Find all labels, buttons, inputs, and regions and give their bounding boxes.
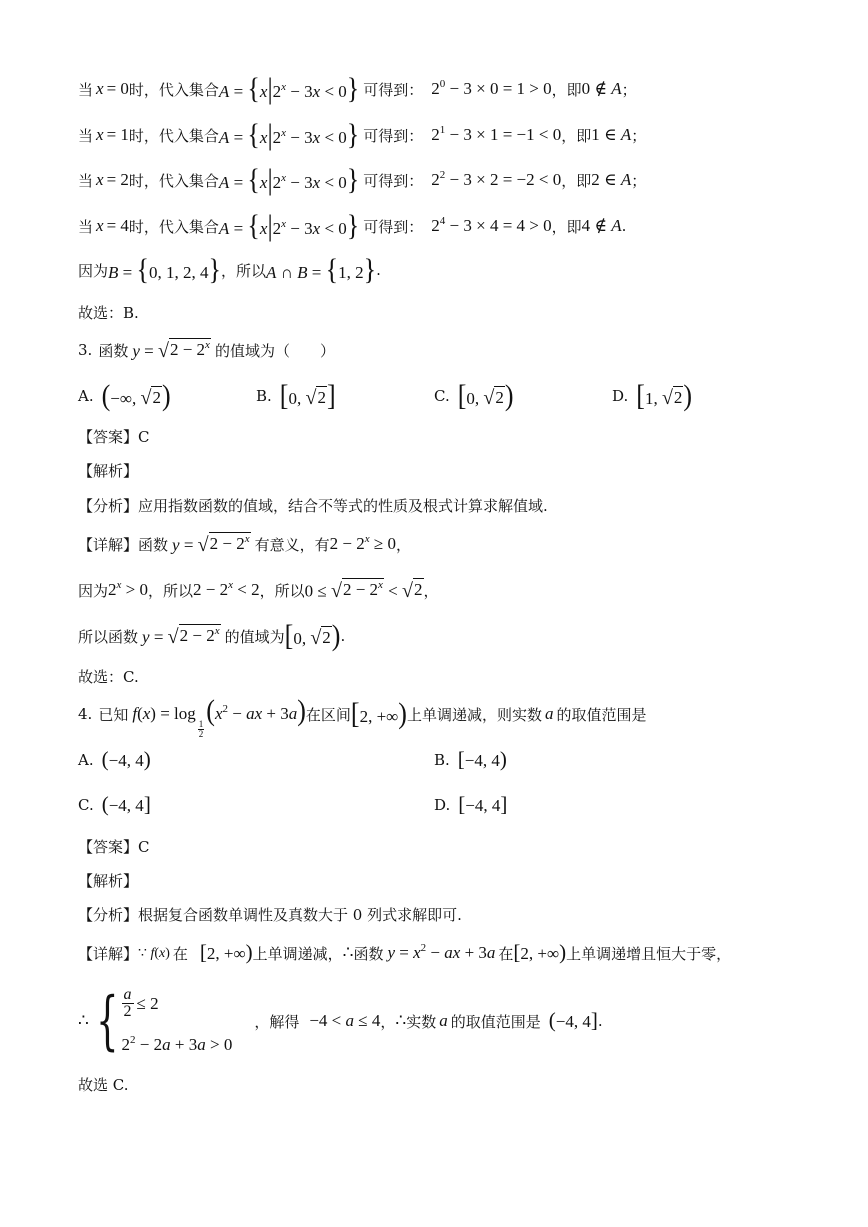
text: . xyxy=(597,1012,603,1030)
math: y = √ $2 - 2^x$ xyxy=(142,625,220,648)
math: x xyxy=(96,79,104,98)
text: 函数 xyxy=(98,341,129,360)
question-4 xyxy=(78,693,647,739)
math: $2^4 - 3 \times 4 = 4 > 0$ xyxy=(431,215,552,235)
math: A ∩ B = {1, 2} xyxy=(265,252,377,287)
q3-option-b xyxy=(256,380,336,412)
text: ； xyxy=(631,126,647,145)
math: ∴ xyxy=(78,1011,89,1030)
option-label: C. xyxy=(434,387,450,405)
line-x2: 当 x = 2 时，代入集合 $A = \{x|2^x - 3x < 0\}$ 可得到： $2^2 - 3 \times 2 = -2 < 0$ ，即 2 ∈ A ； xyxy=(78,162,647,197)
line-x4: 当 x = 4 时，代入集合 $A = \{x|2^x - 3x < 0\}$ 可得到： $2^4 - 3 \times 4 = 4 > 0$ ，即 4 ∉ A . xyxy=(78,208,627,243)
text: ，即 xyxy=(561,171,592,190)
q4-choose xyxy=(78,1068,128,1100)
math: a xyxy=(544,704,554,723)
math: (−∞, √ 2 ) xyxy=(101,378,171,413)
math: (−4, 4) xyxy=(101,747,151,771)
math: [1, √ 2 ) xyxy=(636,378,693,413)
text: 上单调递减，则实数 xyxy=(406,705,542,724)
text: 当 xyxy=(78,80,94,99)
math: −4 < a ≤ 4 xyxy=(309,1011,381,1030)
text: ，即 xyxy=(561,126,592,145)
math: [2, +∞) xyxy=(199,940,253,964)
math: ∴ xyxy=(395,1011,407,1030)
text: 函数 xyxy=(138,535,169,554)
text: 可得到： xyxy=(363,217,424,236)
text: ，所以 xyxy=(259,581,305,600)
math: x xyxy=(96,125,104,144)
option-label: A. xyxy=(78,387,94,405)
math: [0, √ 2 ) xyxy=(457,378,514,413)
text: 因为 xyxy=(78,581,109,600)
text: 可得到： xyxy=(363,126,424,145)
math-set-A: $A = \{x|2^x - 3x < 0\}$ xyxy=(218,162,360,197)
q4-answer xyxy=(78,830,149,862)
math: $2^0 - 3 \times 0 = 1 > 0$ xyxy=(431,78,552,98)
text: ，即 xyxy=(551,80,582,99)
text: 的值域为 xyxy=(224,627,285,646)
math: y = √ $2 - 2^x$ xyxy=(132,339,210,362)
math: ∴ xyxy=(342,943,354,962)
text: 当 xyxy=(78,217,94,236)
q3-because xyxy=(78,574,439,606)
math: x xyxy=(96,170,104,189)
option-label: B. xyxy=(256,387,272,405)
text: 在 xyxy=(172,944,188,963)
text: 当 xyxy=(78,126,94,145)
text: 实数 xyxy=(406,1012,437,1031)
text: 可得到： xyxy=(363,171,424,190)
math: B = {0, 1, 2, 4} xyxy=(108,252,221,287)
math: [−4, 4) xyxy=(457,747,507,771)
text: 时，代入集合 xyxy=(128,126,219,145)
text: 因为 xyxy=(78,261,109,280)
math: $2^x > 0$ xyxy=(108,579,148,599)
system-row-2: $2^2 - 2a + 3a > 0$ xyxy=(121,1034,233,1054)
q3-jiexi xyxy=(78,454,138,486)
math: 1 ∈ A xyxy=(591,125,632,144)
math-set-A: $A = \{x|2^x - 3x < 0\}$ xyxy=(218,208,360,243)
math: 0 ≤ √ $2 - 2^x$ < √ 2 xyxy=(304,579,423,602)
text: 可得到： xyxy=(363,80,424,99)
math: [−4, 4] xyxy=(458,792,508,816)
math: 0 ∉ A xyxy=(581,79,622,98)
text: 上单调递增且恒大于零， xyxy=(566,944,732,963)
text: 【答案】C xyxy=(78,837,150,856)
text: 所以函数 xyxy=(78,627,139,646)
text: 函数 xyxy=(353,944,384,963)
text: 故选 C. xyxy=(78,1075,129,1094)
text: 【分析】应用指数函数的值域，结合不等式的性质及根式计算求解值域. xyxy=(78,496,548,515)
math: y = √ $2 - 2^x$ xyxy=(172,533,250,556)
choose-b xyxy=(78,296,139,328)
text: . xyxy=(376,261,381,279)
text: . xyxy=(340,627,346,645)
q3-detail xyxy=(78,528,411,560)
text: 【详解】 xyxy=(78,944,139,963)
option-label: B. xyxy=(434,751,450,769)
q4-detail xyxy=(78,937,731,969)
q3-so xyxy=(78,620,345,652)
text: 时，代入集合 xyxy=(128,80,219,99)
text: 【分析】根据复合函数单调性及真数大于 0 列式求解即可. xyxy=(78,905,462,924)
math: [2, +∞) xyxy=(513,940,567,964)
q4-jiexi xyxy=(78,864,138,896)
text: ，所以 xyxy=(148,581,194,600)
text: 已知 xyxy=(98,705,129,724)
q4-option-a xyxy=(78,744,151,776)
math: (−4, 4] xyxy=(548,1008,598,1032)
line-b-set xyxy=(78,254,381,286)
system-row-1: $\frac{a}{2}$ ≤ 2 xyxy=(123,986,159,1020)
text: 【答案】C xyxy=(78,427,150,446)
text: ， xyxy=(380,1012,396,1031)
q4-system xyxy=(78,985,603,1057)
system-rows xyxy=(122,987,233,1055)
math: x xyxy=(96,216,104,235)
line-x0: 当 x = 0 时，代入集合 $A = \{x|2^x - 3x < 0\}$ 可得到： $2^0 - 3 \times 0 = 1 > 0$ ，即 0 ∉ A ； xyxy=(78,71,637,106)
q4-option-b xyxy=(434,744,507,776)
option-label: D. xyxy=(434,796,451,814)
line-x1: 当 x = 1 时，代入集合 $A = \{x|2^x - 3x < 0\}$ 可得到： $2^1 - 3 \times 1 = -1 < 0$ ，即 1 ∈ A ； xyxy=(78,117,647,152)
option-label: D. xyxy=(612,387,629,405)
text: 的取值范围是 xyxy=(450,1012,541,1031)
math: 4 ∉ A xyxy=(581,216,622,235)
text: ， xyxy=(395,535,411,554)
math-set-A: $A = \{x|2^x - 3x < 0\}$ xyxy=(218,117,360,152)
brace: { xyxy=(95,984,119,1058)
text: 的取值范围是 xyxy=(556,705,647,724)
question-number: 4. xyxy=(78,705,93,723)
math: [0, √ 2 ] xyxy=(279,378,336,413)
text: ，即 xyxy=(551,217,582,236)
math: (−4, 4] xyxy=(101,792,151,816)
math: f(x) = log $\frac{1}{2}$ ($x^2$ − ax + 3a) xyxy=(132,693,306,739)
question-number: 3. xyxy=(78,341,93,359)
q3-option-c xyxy=(434,380,514,412)
math: $2 - 2^x < 2$ xyxy=(193,579,260,599)
text: 在 xyxy=(498,944,514,963)
q3-choose xyxy=(78,660,139,692)
math-set-A: $A = \{x|2^x - 3x < 0\}$ xyxy=(218,71,360,106)
math: $2^2 - 3 \times 2 = -2 < 0$ xyxy=(431,169,562,189)
q4-fenxi xyxy=(78,898,462,930)
math: 2 ∈ A xyxy=(591,170,632,189)
text: 时，代入集合 xyxy=(128,217,219,236)
option-label: A. xyxy=(78,751,94,769)
text: ，所以 xyxy=(220,261,266,280)
math: $2 - 2^x \ge 0$ xyxy=(329,533,396,553)
math: a xyxy=(439,1011,448,1030)
text: 【解析】 xyxy=(78,871,139,890)
q4-option-c xyxy=(78,789,151,821)
text: 【解析】 xyxy=(78,461,139,480)
q3-answer xyxy=(78,420,149,452)
text: ； xyxy=(621,80,637,99)
text: 【详解】 xyxy=(78,535,139,554)
text: . xyxy=(621,217,627,235)
text: 在区间 xyxy=(305,705,351,724)
text: 时，代入集合 xyxy=(128,171,219,190)
q3-option-d xyxy=(612,380,692,412)
text: ； xyxy=(631,171,647,190)
math: $y = x^2$ − ax + 3a xyxy=(387,942,496,962)
text: 故选：C. xyxy=(78,667,139,686)
math: [2, +∞) xyxy=(350,696,407,731)
text: 有意义，有 xyxy=(254,535,330,554)
text: 上单调递减， xyxy=(252,944,343,963)
question-3 xyxy=(78,334,335,366)
math: [0, √ 2 ) xyxy=(284,618,341,653)
text: ， xyxy=(423,581,439,600)
text: 的值域为（ ） xyxy=(214,341,335,360)
text: ，解得 xyxy=(254,1012,300,1031)
text: 故选：B. xyxy=(78,303,139,322)
q3-fenxi xyxy=(78,489,548,521)
math: ∵ f(x) xyxy=(138,945,170,961)
q3-option-a xyxy=(78,380,171,412)
q4-option-d xyxy=(434,789,507,821)
option-label: C. xyxy=(78,796,94,814)
text: 当 xyxy=(78,171,94,190)
math: $2^1 - 3 \times 1 = -1 < 0$ xyxy=(431,124,562,144)
